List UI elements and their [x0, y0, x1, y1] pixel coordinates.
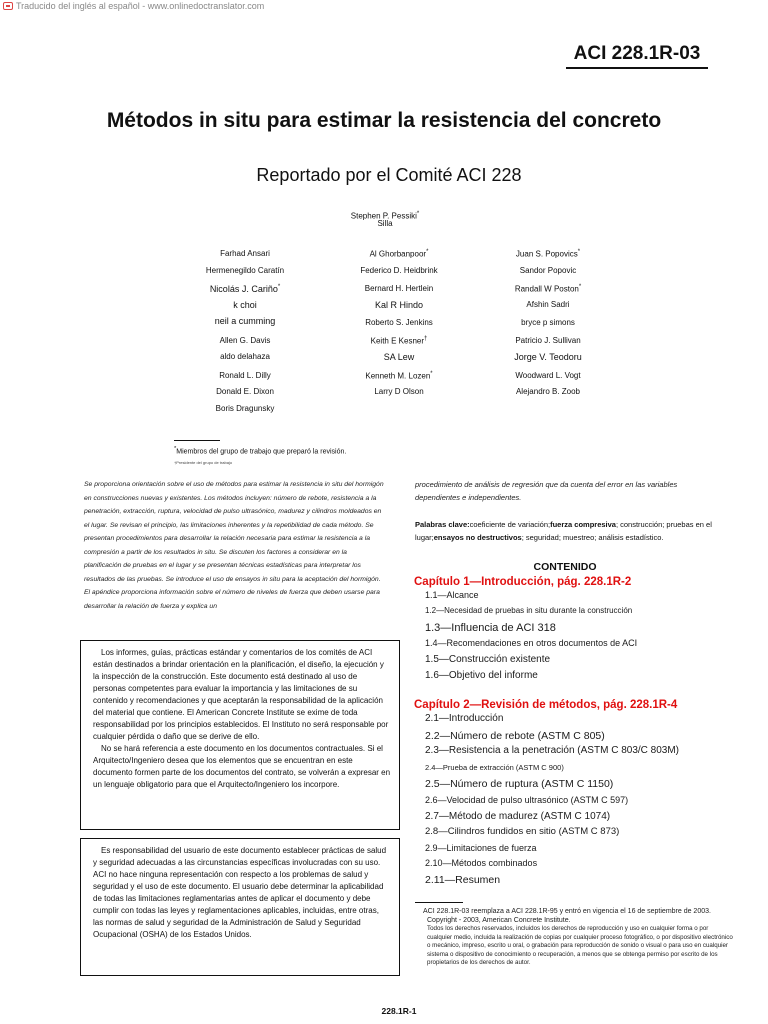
toc-item[interactable]: 1.4—Recomendaciones en otros documentos de ACI — [425, 638, 638, 648]
committee-member-name: Kal R Hindo — [374, 300, 424, 310]
copyright-divider — [415, 902, 463, 903]
committee-member-name: Kenneth M. Lozen — [365, 371, 431, 381]
committee-member — [324, 284, 474, 293]
committee-member — [324, 387, 474, 396]
committee-member-name: SA Lew — [383, 352, 415, 362]
toc-item[interactable]: 2.1—Introducción — [425, 713, 504, 724]
keywords-bold-1: fuerza compresiva — [550, 520, 616, 529]
committee-member-name: Woodward L. Vogt — [515, 371, 581, 380]
committee-member-mark: * — [430, 371, 433, 377]
chair-mark: * — [416, 211, 420, 217]
committee-member-name: Federico D. Heidbrink — [360, 266, 438, 275]
abstract: Se proporciona orientación sobre el uso de métodos para estimar la resistencia in situ del hormigón en construcciones nuevas y existentes. Los métodos incluyen: número de rebote, resistencia a la penetración, extracción, ruptura, velocidad de pulso ultrasónico, madurez y cilindros moldeados en el lugar. Se revisan el principio, las limitaciones inherentes y la repetibilidad de cada método. Se presentan procedimientos para desarrollar la relación necesaria para estimar la resistencia a la compresión a partir de los resultados in situ. Se discuten los factores a considerar en la planificación de pruebas en el lugar y se presentan técnicas estadísticas para interpretar los resultados de las pruebas. Se introduce el uso de ensayos in situ para la aceptación del hormigón. El apéndice proporciona información sobre el número de niveles de fuerza que deben usarse para desarrollar la relación de fuerza y explica un — [84, 481, 384, 610]
committee-member-name: Jorge V. Teodoru — [514, 352, 582, 362]
committee-member — [170, 371, 320, 380]
footnote-members-text: Miembros del grupo de trabajo que preparó la revisión. — [176, 448, 347, 456]
committee-member — [170, 404, 320, 413]
committee-member — [473, 371, 623, 380]
committee-member — [324, 300, 474, 310]
footnote-chair: †Presidente del grupo de trabajo — [174, 460, 233, 465]
committee-member-name: Nicolás J. Cariño — [209, 284, 278, 294]
toc-item[interactable]: 2.11—Resumen — [425, 874, 501, 886]
toc-item[interactable]: 2.6—Velocidad de pulso ultrasónico (ASTM C 597) — [425, 795, 629, 805]
keywords-bold-2: ensayos no destructivos — [433, 533, 522, 542]
committee-member — [324, 266, 474, 275]
committee-member-mark: * — [426, 249, 429, 255]
chair-name-text: Stephen P. Pessiki — [350, 211, 417, 221]
committee-member — [324, 371, 474, 381]
page-number: 228.1R-1 — [381, 1006, 417, 1016]
keywords-part-2: ; construcción; pruebas en el lugar; — [415, 520, 712, 542]
committee-member — [473, 387, 623, 396]
committee-member-mark: * — [577, 249, 581, 255]
committee-member — [170, 336, 320, 345]
copyright-notice — [415, 908, 735, 968]
safety-paragraph: Es responsabilidad del usuario de este documento establecer prácticas de salud y seguridad adecuadas a las circunstancias específicas involucradas con su uso. ACI no hace ninguna representación con respecto a los problemas de salud y seguridad y el uso de este documento. El usuario debe determinar la aplicabilidad de todas las limitaciones reglamentarias antes de aplicar el documento y debe cumplir con todas las leyes y reglamentaciones aplicables, incluidas, entre otras, las normas de salud y seguridad de la Administración de Salud y Seguridad Ocupacional (OSHA) de los Estados Unidos. — [93, 846, 387, 939]
committee-member-name: Sandor Popovic — [519, 266, 577, 275]
page-title: Métodos in situ para estimar la resistencia del concreto — [106, 109, 662, 132]
committee-member — [473, 266, 623, 275]
copyright-supersedes: ACI 228.1R-03 reemplaza a ACI 228.1R-95 y entró en vigencia el 16 de septiembre de 2003. — [423, 908, 711, 915]
toc-item[interactable]: 2.7—Método de madurez (ASTM C 1074) — [425, 811, 611, 822]
toc-item[interactable]: 2.8—Cilindros fundidos en sitio (ASTM C 873) — [425, 826, 620, 837]
keywords-part-1: coeficiente de variación; — [469, 520, 551, 529]
committee-member-name: bryce p simons — [521, 318, 575, 327]
notice-box-safety — [80, 838, 400, 976]
committee-member — [324, 318, 474, 327]
committee-member-name: aldo delahaza — [220, 352, 270, 361]
toc-item[interactable]: 2.3—Resistencia a la penetración (ASTM C 803/C 803M) — [425, 745, 680, 756]
page-subtitle: Reportado por el Comité ACI 228 — [256, 165, 522, 185]
keywords — [415, 518, 725, 544]
committee-member — [170, 249, 320, 258]
committee-member-name: Alejandro B. Zoob — [515, 387, 581, 396]
translator-logo-icon — [3, 2, 13, 10]
committee-member — [473, 284, 623, 294]
committee-member-name: Patricio J. Sullivan — [515, 336, 581, 345]
toc-item[interactable]: 2.5—Número de ruptura (ASTM C 1150) — [425, 778, 614, 790]
committee-member — [170, 387, 320, 396]
toc-item[interactable]: 2.10—Métodos combinados — [425, 858, 538, 868]
abstract-continuation: procedimiento de análisis de regresión que da cuenta del error en las variables dependientes e independientes. — [415, 480, 678, 502]
committee-member-name: Afshin Sadri — [526, 300, 570, 309]
chair-role: Silla — [377, 219, 393, 228]
committee-member — [170, 316, 320, 326]
committee-member — [170, 300, 320, 310]
copyright-rights: Todos los derechos reservados, incluidos los derechos de reproducción y uso en cualquier forma o por cualquier medio, incluida la realización de copias por cualquier proceso fotográfico, o por dispositivo electrónico o mecánico, impreso, escrito u oral, o grabación para reproducción de sonido o visual o para uso en cualquier sistema o dispositivo de conocimiento o recuperación, a menos que se obtenga permiso por escrito de los propietarios de los derechos de autor. — [427, 925, 733, 966]
notice-box-disclaimer — [80, 640, 400, 830]
keywords-label: Palabras clave: — [415, 520, 470, 529]
toc-item[interactable]: 1.1—Alcance — [425, 590, 479, 600]
committee-member-name: Boris Dragunsky — [215, 404, 275, 413]
translator-banner-text[interactable]: Traducido del inglés al español - www.onlinedoctranslator.com — [16, 0, 265, 11]
footnote-members — [174, 446, 346, 455]
committee-member-name: Hermenegildo Caratín — [205, 266, 285, 275]
committee-member-name: Randall W Poston — [514, 284, 579, 294]
toc-item[interactable]: 2.2—Número de rebote (ASTM C 805) — [425, 730, 605, 742]
committee-member — [473, 300, 623, 309]
committee-member-mark: * — [277, 284, 281, 290]
committee-member-name: Keith E Kesner — [370, 336, 425, 346]
chapter-1-heading[interactable]: Capítulo 1—Introducción, pág. 228.1R-2 — [414, 576, 632, 588]
committee-member-name: Ronald L. Dilly — [219, 371, 271, 380]
translator-banner[interactable] — [3, 0, 264, 11]
contents-heading: CONTENIDO — [533, 561, 597, 573]
committee-member — [473, 318, 623, 327]
committee-member — [324, 352, 474, 362]
committee-member-name: k choi — [233, 300, 257, 310]
committee-member-name: Larry D Olson — [374, 387, 424, 396]
toc-item[interactable]: 1.6—Objetivo del informe — [425, 670, 538, 681]
committee-member-name: Juan S. Popovics — [515, 249, 578, 259]
committee-member-name: Al Ghorbanpoor — [369, 249, 427, 259]
committee-member — [170, 266, 320, 275]
disclaimer-paragraph-2: No se hará referencia a este documento en los documentos contractuales. Si el Arquitecto/Ingeniero desea que los elementos que se encuentran en este documento formen parte de los documentos del contrato, se volverán a expresar en un lenguaje obligatorio para que el Arquitecto/Ingeniero los incorpore. — [93, 744, 391, 789]
document-number: ACI 228.1R-03 — [566, 42, 708, 69]
committee-member — [170, 352, 320, 361]
committee-member-name: Roberto S. Jenkins — [365, 318, 433, 327]
toc-item[interactable]: 1.5—Construcción existente — [425, 654, 551, 665]
committee-member — [324, 249, 474, 259]
committee-member-name: Bernard H. Hertlein — [364, 284, 434, 293]
committee-member — [473, 249, 623, 259]
committee-member — [473, 336, 623, 345]
committee-member-mark: * — [578, 284, 582, 290]
chapter-2-heading[interactable]: Capítulo 2—Revisión de métodos, pág. 228.1R-4 — [414, 699, 678, 711]
committee-member — [170, 284, 320, 294]
committee-member-name: Donald E. Dixon — [216, 387, 274, 396]
disclaimer-paragraph-1: Los informes, guías, prácticas estándar y comentarios de los comités de ACI están destinados a brindar orientación en la planificación, el diseño, la ejecución y la inspección de la construcción. Este documento está destinado al uso de personas competentes para evaluar la importancia y las limitaciones de su contenido y recomendaciones y que aceptarán la responsabilidad de la aplicación del material que contiene. El American Concrete Institute se exime de toda responsabilidad por los principios establecidos. El Instituto no será responsable por cualquier pérdida o daño que se derive de ello. — [93, 648, 389, 741]
committee-member-name: neil a cumming — [214, 316, 276, 326]
toc-item[interactable]: 2.4—Prueba de extracción (ASTM C 900) — [425, 763, 564, 772]
toc-item[interactable]: 1.3—Influencia de ACI 318 — [425, 622, 556, 634]
footnote-mark: * — [174, 446, 177, 452]
committee-member-name: Allen G. Davis — [219, 336, 271, 345]
toc-item[interactable]: 2.9—Limitaciones de fuerza — [425, 843, 537, 853]
footnote-divider — [174, 440, 220, 441]
committee-member — [324, 336, 474, 346]
keywords-part-3: ; seguridad; muestreo; análisis estadístico. — [521, 533, 664, 542]
toc-item[interactable]: 1.2—Necesidad de pruebas in situ durante la construcción — [425, 606, 633, 615]
copyright-line: Copyright - 2003, American Concrete Institute. — [427, 916, 571, 924]
committee-member — [473, 352, 623, 362]
committee-member-mark: † — [424, 336, 428, 342]
committee-member-name: Farhad Ansari — [220, 249, 270, 258]
